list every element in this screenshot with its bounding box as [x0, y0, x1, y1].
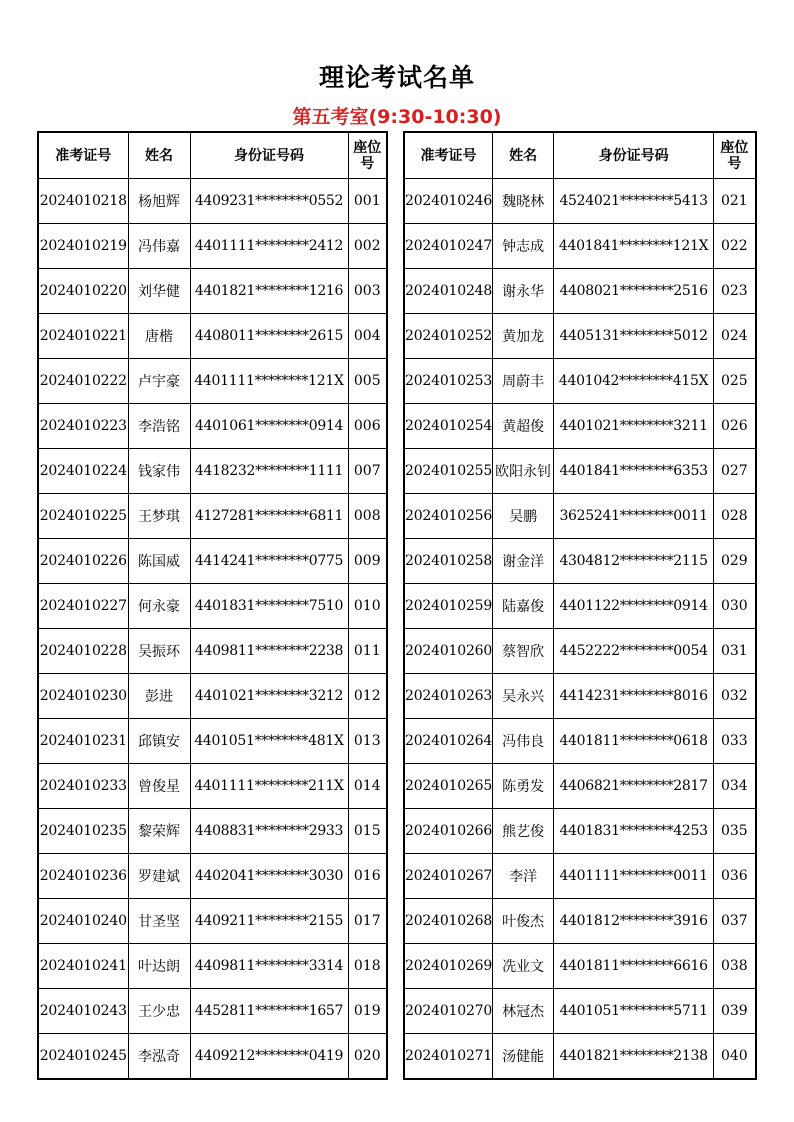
- exam-no-cell: 2024010230: [38, 674, 128, 719]
- table-row: [38, 359, 387, 404]
- id-no-cell: 4401111********211X: [190, 764, 348, 809]
- seat-no-cell: 040: [714, 1034, 756, 1080]
- seat-no-cell: 025: [714, 359, 756, 404]
- name-cell: 甘圣坚: [128, 899, 190, 944]
- header-exam-no: 准考证号: [38, 132, 128, 179]
- exam-no-cell: 2024010259: [404, 584, 493, 629]
- table-header-row: [404, 132, 756, 179]
- exam-no-cell: 2024010222: [38, 359, 128, 404]
- exam-no-cell: 2024010235: [38, 809, 128, 854]
- table-row: [404, 629, 756, 674]
- table-row: [38, 899, 387, 944]
- exam-no-cell: 2024010256: [404, 494, 493, 539]
- name-cell: 钟志成: [493, 224, 554, 269]
- name-cell: 汤健能: [493, 1034, 554, 1080]
- seat-no-cell: 031: [714, 629, 756, 674]
- id-no-cell: 4408831********2933: [190, 809, 348, 854]
- exam-no-cell: 2024010260: [404, 629, 493, 674]
- table-row: [404, 539, 756, 584]
- exam-no-cell: 2024010228: [38, 629, 128, 674]
- header-seat-line2: 号: [360, 155, 375, 172]
- seat-no-cell: 034: [714, 764, 756, 809]
- exam-room-subtitle: 第五考室(9:30-10:30): [292, 106, 502, 128]
- table-row: [38, 584, 387, 629]
- name-cell: 何永豪: [128, 584, 190, 629]
- name-cell: 杨旭辉: [128, 179, 190, 224]
- seat-no-cell: 037: [714, 899, 756, 944]
- id-no-cell: 4401021********3212: [190, 674, 348, 719]
- exam-no-cell: 2024010266: [404, 809, 493, 854]
- exam-no-cell: 2024010240: [38, 899, 128, 944]
- roster-table-right: [403, 131, 757, 1080]
- name-cell: 曾俊星: [128, 764, 190, 809]
- seat-no-cell: 035: [714, 809, 756, 854]
- exam-no-cell: 2024010269: [404, 944, 493, 989]
- name-cell: 魏晓林: [493, 179, 554, 224]
- seat-no-cell: 010: [348, 584, 387, 629]
- table-row: [38, 944, 387, 989]
- id-no-cell: 4401831********7510: [190, 584, 348, 629]
- exam-no-cell: 2024010218: [38, 179, 128, 224]
- seat-no-cell: 013: [348, 719, 387, 764]
- table-row: [404, 1034, 756, 1080]
- exam-no-cell: 2024010219: [38, 224, 128, 269]
- table-row: [404, 269, 756, 314]
- id-no-cell: 4401042********415X: [554, 359, 714, 404]
- header-name: 姓名: [128, 132, 190, 179]
- id-no-cell: 4406821********2817: [554, 764, 714, 809]
- table-row: [38, 629, 387, 674]
- id-no-cell: 4414231********8016: [554, 674, 714, 719]
- table-row: [404, 989, 756, 1034]
- name-cell: 叶俊杰: [493, 899, 554, 944]
- exam-no-cell: 2024010231: [38, 719, 128, 764]
- table-row: [38, 404, 387, 449]
- roster-body-left: [38, 179, 387, 1080]
- seat-no-cell: 033: [714, 719, 756, 764]
- id-no-cell: 4401821********1216: [190, 269, 348, 314]
- header-seat-line1: 座位: [353, 139, 382, 156]
- name-cell: 周蔚丰: [493, 359, 554, 404]
- id-no-cell: 4401051********481X: [190, 719, 348, 764]
- table-row: [38, 674, 387, 719]
- table-row: [404, 764, 756, 809]
- seat-no-cell: 026: [714, 404, 756, 449]
- table-row: [404, 224, 756, 269]
- name-cell: 卢宇豪: [128, 359, 190, 404]
- id-no-cell: 4409811********3314: [190, 944, 348, 989]
- exam-no-cell: 2024010258: [404, 539, 493, 584]
- id-no-cell: 4414241********0775: [190, 539, 348, 584]
- name-cell: 黎荣辉: [128, 809, 190, 854]
- name-cell: 王梦琪: [128, 494, 190, 539]
- id-no-cell: 4408011********2615: [190, 314, 348, 359]
- header-seat: [714, 132, 756, 179]
- header-seat: [348, 132, 387, 179]
- exam-no-cell: 2024010264: [404, 719, 493, 764]
- exam-no-cell: 2024010267: [404, 854, 493, 899]
- seat-no-cell: 020: [348, 1034, 387, 1080]
- name-cell: 吴永兴: [493, 674, 554, 719]
- table-row: [38, 989, 387, 1034]
- id-no-cell: 4401811********0618: [554, 719, 714, 764]
- name-cell: 刘华健: [128, 269, 190, 314]
- id-no-cell: 4418232********1111: [190, 449, 348, 494]
- id-no-cell: 4401811********6616: [554, 944, 714, 989]
- id-no-cell: 4401812********3916: [554, 899, 714, 944]
- id-no-cell: 4401111********2412: [190, 224, 348, 269]
- table-row: [404, 359, 756, 404]
- name-cell: 黄加龙: [493, 314, 554, 359]
- seat-no-cell: 032: [714, 674, 756, 719]
- header-id-no: 身份证号码: [190, 132, 348, 179]
- id-no-cell: 4401122********0914: [554, 584, 714, 629]
- exam-no-cell: 2024010255: [404, 449, 493, 494]
- table-row: [38, 764, 387, 809]
- exam-no-cell: 2024010245: [38, 1034, 128, 1080]
- seat-no-cell: 012: [348, 674, 387, 719]
- exam-no-cell: 2024010248: [404, 269, 493, 314]
- name-cell: 邱镇安: [128, 719, 190, 764]
- seat-no-cell: 023: [714, 269, 756, 314]
- exam-no-cell: 2024010243: [38, 989, 128, 1034]
- header-seat-line1: 座位: [720, 139, 749, 156]
- table-row: [38, 449, 387, 494]
- id-no-cell: 4401051********5711: [554, 989, 714, 1034]
- name-cell: 黄超俊: [493, 404, 554, 449]
- table-row: [404, 809, 756, 854]
- exam-no-cell: 2024010247: [404, 224, 493, 269]
- id-no-cell: 4401111********0011: [554, 854, 714, 899]
- name-cell: 陈勇发: [493, 764, 554, 809]
- seat-no-cell: 029: [714, 539, 756, 584]
- name-cell: 唐楷: [128, 314, 190, 359]
- exam-no-cell: 2024010252: [404, 314, 493, 359]
- name-cell: 王少忠: [128, 989, 190, 1034]
- seat-no-cell: 006: [348, 404, 387, 449]
- table-row: [404, 674, 756, 719]
- name-cell: 陈国威: [128, 539, 190, 584]
- table-row: [38, 494, 387, 539]
- id-no-cell: 4304812********2115: [554, 539, 714, 584]
- seat-no-cell: 021: [714, 179, 756, 224]
- name-cell: 钱家伟: [128, 449, 190, 494]
- table-row: [38, 1034, 387, 1080]
- name-cell: 李洋: [493, 854, 554, 899]
- seat-no-cell: 039: [714, 989, 756, 1034]
- exam-no-cell: 2024010246: [404, 179, 493, 224]
- id-no-cell: 3625241********0011: [554, 494, 714, 539]
- id-no-cell: 4401841********121X: [554, 224, 714, 269]
- name-cell: 蔡智欣: [493, 629, 554, 674]
- table-row: [404, 314, 756, 359]
- id-no-cell: 4401061********0914: [190, 404, 348, 449]
- exam-no-cell: 2024010241: [38, 944, 128, 989]
- id-no-cell: 4405131********5012: [554, 314, 714, 359]
- name-cell: 李浩铭: [128, 404, 190, 449]
- header-seat-line2: 号: [727, 155, 742, 172]
- exam-no-cell: 2024010220: [38, 269, 128, 314]
- name-cell: 吴振环: [128, 629, 190, 674]
- table-row: [38, 224, 387, 269]
- name-cell: 欧阳永钊: [493, 449, 554, 494]
- name-cell: 李泓奇: [128, 1034, 190, 1080]
- exam-no-cell: 2024010227: [38, 584, 128, 629]
- name-cell: 冼业文: [493, 944, 554, 989]
- id-no-cell: 4401021********3211: [554, 404, 714, 449]
- roster-table-left: [37, 131, 388, 1080]
- exam-no-cell: 2024010253: [404, 359, 493, 404]
- seat-no-cell: 019: [348, 989, 387, 1034]
- id-no-cell: 4401111********121X: [190, 359, 348, 404]
- exam-no-cell: 2024010225: [38, 494, 128, 539]
- name-cell: 罗建斌: [128, 854, 190, 899]
- table-header-row: [38, 132, 387, 179]
- table-row: [404, 944, 756, 989]
- exam-no-cell: 2024010268: [404, 899, 493, 944]
- header-name: 姓名: [493, 132, 554, 179]
- id-no-cell: 4452222********0054: [554, 629, 714, 674]
- exam-no-cell: 2024010236: [38, 854, 128, 899]
- table-row: [404, 899, 756, 944]
- seat-no-cell: 001: [348, 179, 387, 224]
- seat-no-cell: 018: [348, 944, 387, 989]
- name-cell: 彭进: [128, 674, 190, 719]
- name-cell: 冯伟嘉: [128, 224, 190, 269]
- seat-no-cell: 009: [348, 539, 387, 584]
- id-no-cell: 4452811********1657: [190, 989, 348, 1034]
- table-row: [404, 404, 756, 449]
- id-no-cell: 4409212********0419: [190, 1034, 348, 1080]
- name-cell: 熊艺俊: [493, 809, 554, 854]
- seat-no-cell: 024: [714, 314, 756, 359]
- table-row: [38, 539, 387, 584]
- id-no-cell: 4401821********2138: [554, 1034, 714, 1080]
- table-row: [404, 179, 756, 224]
- exam-no-cell: 2024010226: [38, 539, 128, 584]
- seat-no-cell: 003: [348, 269, 387, 314]
- name-cell: 吴鹏: [493, 494, 554, 539]
- seat-no-cell: 027: [714, 449, 756, 494]
- seat-no-cell: 017: [348, 899, 387, 944]
- table-row: [38, 269, 387, 314]
- id-no-cell: 4409811********2238: [190, 629, 348, 674]
- exam-no-cell: 2024010265: [404, 764, 493, 809]
- header-id-no: 身份证号码: [554, 132, 714, 179]
- table-row: [404, 494, 756, 539]
- seat-no-cell: 016: [348, 854, 387, 899]
- seat-no-cell: 015: [348, 809, 387, 854]
- table-row: [38, 314, 387, 359]
- id-no-cell: 4524021********5413: [554, 179, 714, 224]
- name-cell: 叶达朗: [128, 944, 190, 989]
- table-row: [404, 449, 756, 494]
- seat-no-cell: 038: [714, 944, 756, 989]
- table-row: [38, 809, 387, 854]
- header-exam-no: 准考证号: [404, 132, 493, 179]
- id-no-cell: 4127281********6811: [190, 494, 348, 539]
- name-cell: 冯伟良: [493, 719, 554, 764]
- seat-no-cell: 022: [714, 224, 756, 269]
- id-no-cell: 4401841********6353: [554, 449, 714, 494]
- name-cell: 谢金洋: [493, 539, 554, 584]
- name-cell: 谢永华: [493, 269, 554, 314]
- seat-no-cell: 030: [714, 584, 756, 629]
- seat-no-cell: 004: [348, 314, 387, 359]
- roster-body-right: [404, 179, 756, 1080]
- exam-no-cell: 2024010233: [38, 764, 128, 809]
- table-row: [404, 719, 756, 764]
- id-no-cell: 4408021********2516: [554, 269, 714, 314]
- id-no-cell: 4409211********2155: [190, 899, 348, 944]
- seat-no-cell: 008: [348, 494, 387, 539]
- table-row: [38, 854, 387, 899]
- seat-no-cell: 028: [714, 494, 756, 539]
- exam-no-cell: 2024010221: [38, 314, 128, 359]
- id-no-cell: 4409231********0552: [190, 179, 348, 224]
- seat-no-cell: 005: [348, 359, 387, 404]
- exam-no-cell: 2024010271: [404, 1034, 493, 1080]
- seat-no-cell: 036: [714, 854, 756, 899]
- table-row: [404, 584, 756, 629]
- id-no-cell: 4402041********3030: [190, 854, 348, 899]
- exam-no-cell: 2024010223: [38, 404, 128, 449]
- table-row: [404, 854, 756, 899]
- id-no-cell: 4401831********4253: [554, 809, 714, 854]
- table-row: [38, 719, 387, 764]
- table-row: [38, 179, 387, 224]
- page-title: 理论考试名单: [318, 63, 475, 92]
- exam-no-cell: 2024010263: [404, 674, 493, 719]
- seat-no-cell: 002: [348, 224, 387, 269]
- name-cell: 陆嘉俊: [493, 584, 554, 629]
- name-cell: 林冠杰: [493, 989, 554, 1034]
- seat-no-cell: 007: [348, 449, 387, 494]
- exam-no-cell: 2024010270: [404, 989, 493, 1034]
- exam-no-cell: 2024010254: [404, 404, 493, 449]
- exam-no-cell: 2024010224: [38, 449, 128, 494]
- seat-no-cell: 011: [348, 629, 387, 674]
- seat-no-cell: 014: [348, 764, 387, 809]
